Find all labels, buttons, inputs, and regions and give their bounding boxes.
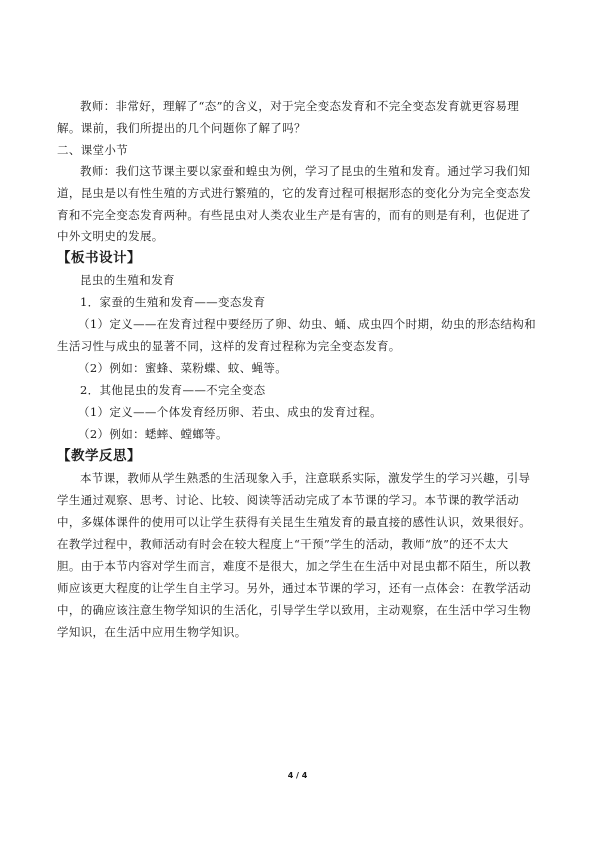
- reflection-line-2: 学生通过观察、思考、讨论、比较、阅读等活动完成了本节课的学习。本节课的教学活动: [57, 493, 520, 507]
- heading-teaching-reflection: 【教学反思】: [57, 448, 141, 464]
- board-item-1: 1．家蚕的生殖和发育——变态发育: [80, 295, 266, 309]
- teacher-paragraph-line-1: 教师：非常好，理解了“态”的含义，对于完全变态发育和不完全变态发育就更容易理: [80, 99, 520, 113]
- board-item-1-example: （2）例如：蜜蜂、菜粉蝶、蚊、蝇等。: [78, 361, 288, 375]
- teacher-paragraph-line-2: 解。课前，我们所提出的几个问题你了解了吗？: [57, 121, 306, 135]
- board-item-2: 2．其他昆虫的发育——不完全变态: [80, 383, 266, 397]
- board-item-1-definition-line-1: （1）定义——在发育过程中要经历了卵、幼虫、蛹、成虫四个时期，幼虫的形态结构和: [78, 317, 536, 331]
- reflection-line-1: 本节课，教师从学生熟悉的生活现象入手，注意联系实际，激发学生的学习兴趣，引导: [80, 471, 531, 485]
- page-number: 4 / 4: [287, 771, 308, 780]
- board-item-1-definition-line-2: 生活习性与成虫的显著不同，这样的发育过程称为完全变态发育。: [57, 339, 401, 353]
- summary-line-3: 育和不完全变态发育两种。有些昆虫对人类农业生产是有害的，而有的则是有利，也促进了: [57, 208, 531, 222]
- reflection-line-4: 在教学过程中，教师活动有时会在较大程度上“干预”学生的活动，教师“放”的还不太大: [57, 537, 509, 551]
- heading-board-design: 【板书设计】: [57, 250, 141, 266]
- summary-line-2: 道，昆虫是以有性生殖的方式进行繁殖的，它的发育过程可根据形态的变化分为完全变态发: [57, 186, 531, 200]
- reflection-line-5: 胆。由于本节内容对学生而言，难度不是很大，加之学生在生活中对昆虫都不陌生，所以教: [57, 559, 531, 573]
- reflection-line-3: 中，多媒体课件的使用可以让学生获得有关昆生生殖发育的最直接的感性认识，效果很好。: [57, 515, 531, 529]
- section-title-class-summary: 二、课堂小节: [57, 143, 129, 157]
- reflection-line-6: 师应该更大程度的让学生自主学习。另外，通过本节课的学习，还有一点体会：在教学活动: [57, 581, 531, 595]
- board-item-2-example: （2）例如：蟋蟀、螳螂等。: [78, 427, 228, 441]
- reflection-line-8: 学知识，在生活中应用生物学知识。: [57, 625, 247, 639]
- board-item-2-definition: （1）定义——个体发育经历卵、若虫、成虫的发育过程。: [78, 405, 382, 419]
- summary-line-1: 教师：我们这节课主要以家蚕和蝗虫为例，学习了昆虫的生殖和发育。通过学习我们知: [80, 164, 531, 178]
- board-title: 昆虫的生殖和发育: [80, 273, 175, 287]
- reflection-line-7: 中，的确应该注意生物学知识的生活化，引导学生学以致用，主动观察，在生活中学习生物: [57, 603, 531, 617]
- summary-line-4: 中外文明史的发展。: [57, 229, 164, 243]
